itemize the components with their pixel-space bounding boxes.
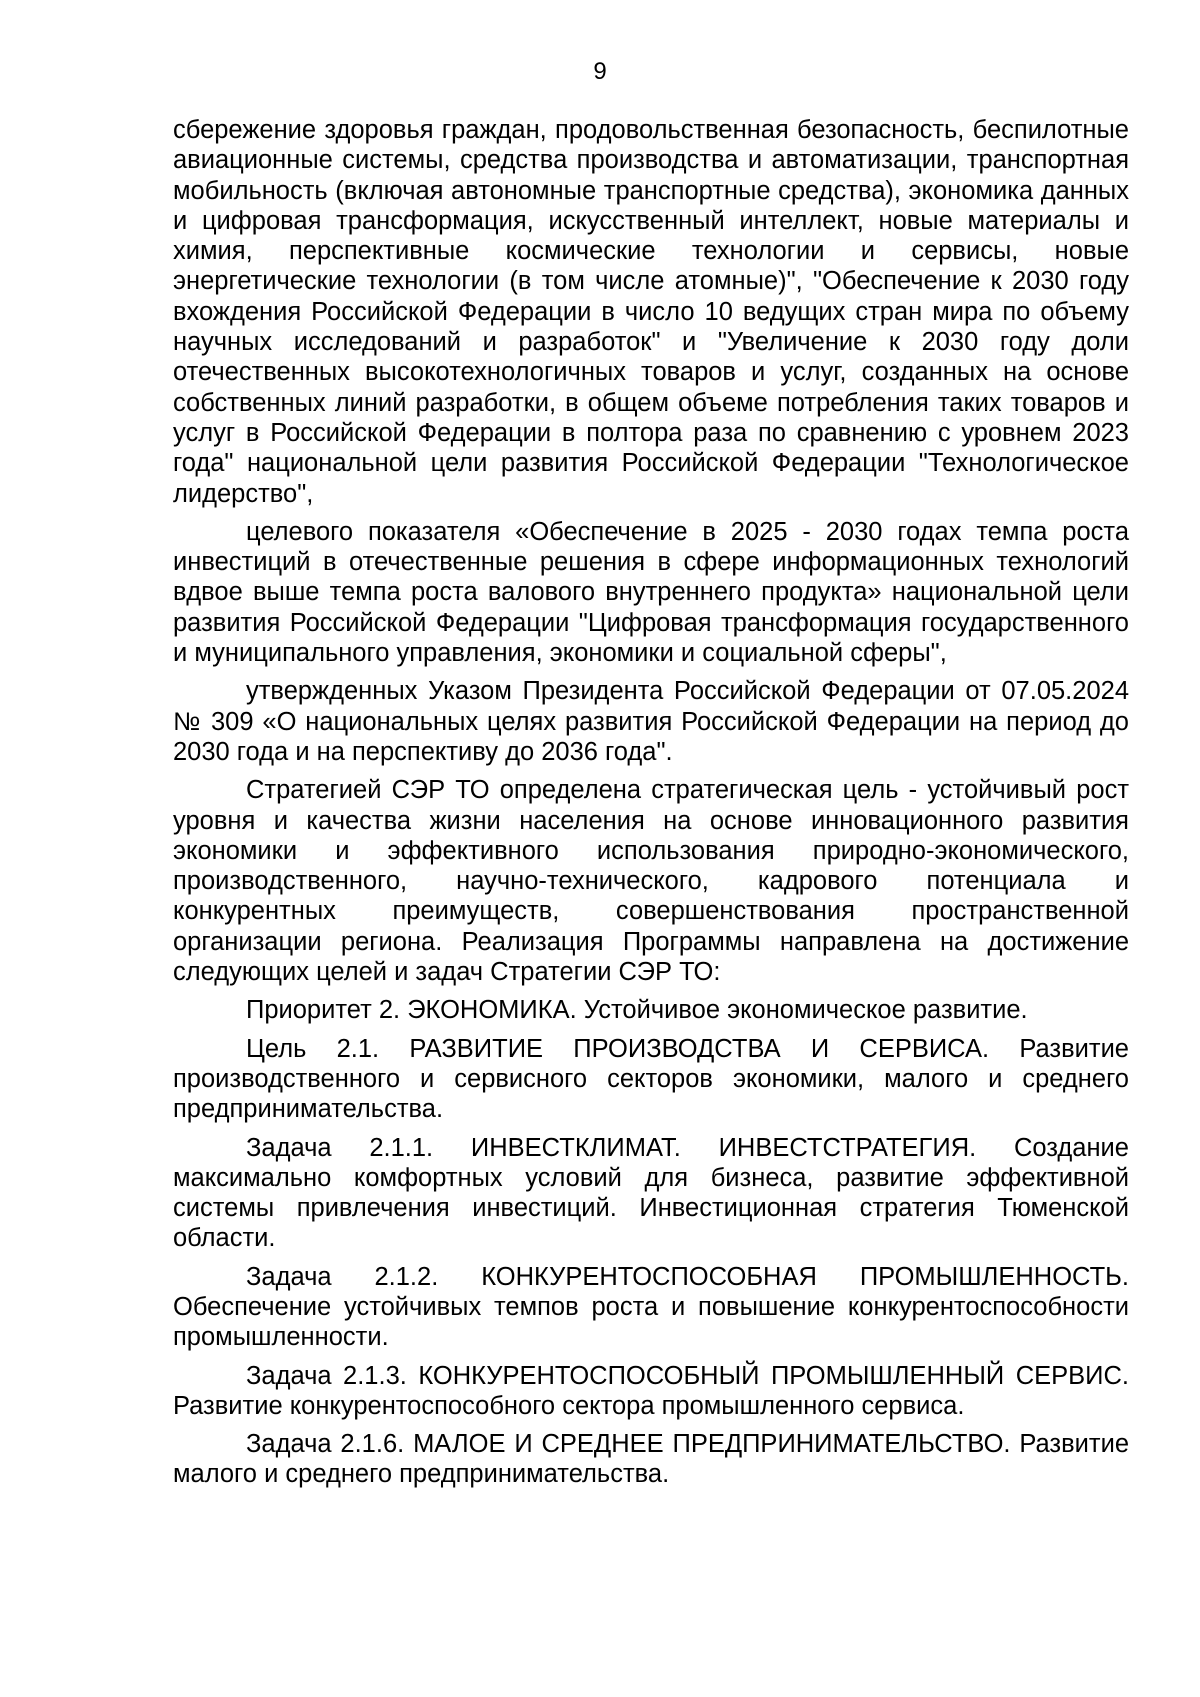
paragraph-goal-2-1: Цель 2.1. РАЗВИТИЕ ПРОИЗВОДСТВА И СЕРВИСА. Развитие производственного и сервисного секторов экономики, малого и среднего предпринимательства. — [173, 1034, 1129, 1124]
paragraph-task-2-1-3: Задача 2.1.3. КОНКУРЕНТОСПОСОБНЫЙ ПРОМЫШЛЕННЫЙ СЕРВИС. Развитие конкурентоспособного сектора промышленного сервиса. — [173, 1361, 1129, 1420]
paragraph-presidential-decree: утвержденных Указом Президента Российской Федерации от 07.05.2024 № 309 «О национальных целях развития Российской Федерации на период до 2030 года и на перспективу до 2036 года". — [173, 677, 1129, 766]
paragraph-task-2-1-6: Задача 2.1.6. МАЛОЕ И СРЕДНЕЕ ПРЕДПРИНИМАТЕЛЬСТВО. Развитие малого и среднего предпринимательства. — [173, 1430, 1129, 1489]
paragraph-task-2-1-1: Задача 2.1.1. ИНВЕСТКЛИМАТ. ИНВЕСТСТРАТЕГИЯ. Создание максимально комфортных условий для бизнеса, развитие эффективной системы привлечения инвестиций. Инвестиционная стратегия Тюменской области. — [173, 1133, 1129, 1253]
paragraph-target-indicator: целевого показателя «Обеспечение в 2025 - 2030 годах темпа роста инвестиций в отечественные решения в сфере информационных технологий вдвое выше темпа роста валового внутреннего продукта» национальной цели развития Российской Федерации "Цифровая трансформация государственного и муниципального управления, экономики и социальной сферы", — [173, 517, 1129, 668]
page-number: 9 — [593, 58, 607, 85]
paragraph-technology-leadership: сбережение здоровья граждан, продовольственная безопасность, беспилотные авиационные системы, средства производства и автоматизации, транспортная мобильность (включая автономные транспортные средства), экономика данных и цифровая трансформация, искусственный интеллект, новые материалы и химия, перспективные космические технологии и сервисы, новые энергетические технологии (в том числе атомные)", "Обеспечение к 2030 году вхождения Российской Федерации в число 10 ведущих стран мира по объему научных исследований и разработок" и "Увеличение к 2030 году доли отечественных высокотехнологичных товаров и услуг, созданных на основе собственных линий разработки, в общем объеме потребления таких товаров и услуг в Российской Федерации в полтора раза по сравнению с уровнем 2023 года" национальной цели развития Российской Федерации "Технологическое лидерство", — [173, 116, 1129, 508]
paragraph-task-2-1-2: Задача 2.1.2. КОНКУРЕНТОСПОСОБНАЯ ПРОМЫШЛЕННОСТЬ. Обеспечение устойчивых темпов роста и повышение конкурентоспособности промышленности. — [173, 1262, 1129, 1352]
document-body — [173, 115, 1129, 1490]
paragraph-priority: Приоритет 2. ЭКОНОМИКА. Устойчивое экономическое развитие. — [246, 996, 1028, 1025]
paragraph-strategy-goal: Стратегией СЭР ТО определена стратегическая цель - устойчивый рост уровня и качества жизни населения на основе инновационного развития экономики и эффективного использования природно-экономического, производственного, научно-технического, кадрового потенциала и конкурентных преимуществ, совершенствования пространственной организации региона. Реализация Программы направлена на достижение следующих целей и задач Стратегии СЭР ТО: — [173, 776, 1129, 987]
